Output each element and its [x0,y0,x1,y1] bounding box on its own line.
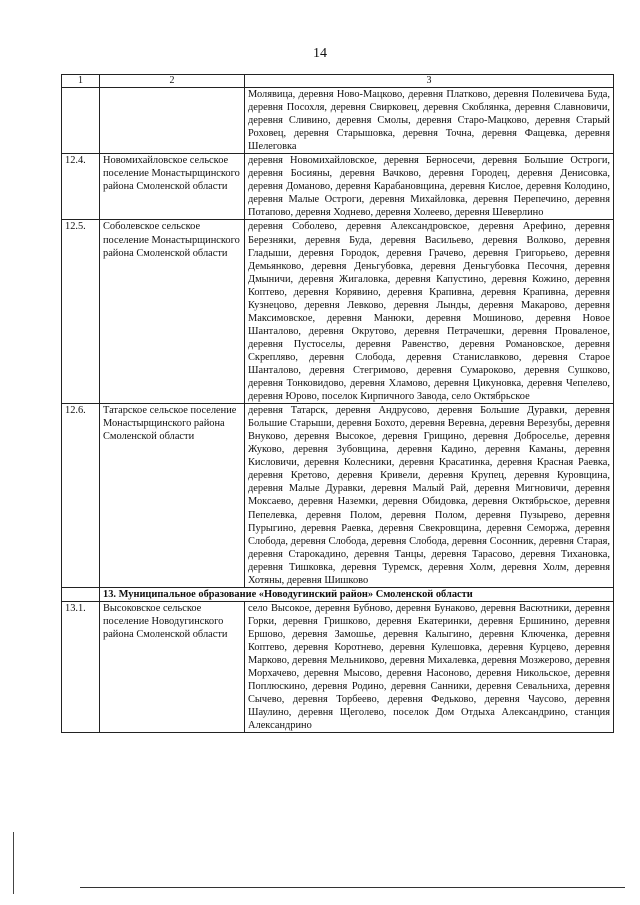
settlement-name: Татарское сельское поселение Монастырщинского района Смоленской области [100,404,245,588]
table-header-row [62,75,614,88]
settlement-name: Новомихайловское сельское поселение Монастырщинского района Смоленской области [100,154,245,220]
settlement-name [100,88,245,154]
column-header-1: 1 [62,75,100,88]
column-header-2: 2 [100,75,245,88]
settlements-table [61,74,614,733]
row-number: 12.6. [62,404,100,588]
page-number: 14 [313,46,327,61]
settlement-name: Высоковское сельское поселение Новодугинского района Смоленской области [100,601,245,732]
section-heading-spacer [62,587,100,601]
table-row [62,404,614,588]
table-row [62,220,614,404]
village-list: деревня Новомихайловское, деревня Берносечи, деревня Большие Остроги, деревня Босияны, деревня Вачково, деревня Городец, деревня Денисовка, деревня Доманово, деревня Карабановщина, деревня Кислое, деревня Колодино, деревня Малые Остроги, деревня Михайловка, деревня Перепечино, деревня Потапово, деревня Ходнево, деревня Холеево, деревня Шеверлино [245,154,614,220]
table-row [62,601,614,732]
section-heading: 13. Муниципальное образование «Новодугинский район» Смоленской области [100,587,614,601]
village-list: Молявица, деревня Ново-Мацково, деревня Платково, деревня Полевичева Буда, деревня Посохля, деревня Свирковец, деревня Скоблянка, деревня Славновичи, деревня Сливино, деревня Смолы, деревня Старо-Мацково, деревня Старый Роховец, деревня Старышовка, деревня Точна, деревня Фащевка, деревня Шелеговка [245,88,614,154]
village-list: деревня Татарск, деревня Андрусово, деревня Большие Дуравки, деревня Большие Старыши, деревня Бохото, деревня Веревна, деревня Верезубы, деревня Внуково, деревня Высокое, деревня Грищино, деревня Доброселье, деревня Жуково, деревня Зубовщина, деревня Кадино, деревня Каманы, деревня Кисловичи, деревня Колесники, деревня Красатинка, деревня Красная Раевка, деревня Кретово, деревня Кривели, деревня Крупец, деревня Куровщина, деревня Малые Дуравки, деревня Малый Рай, деревня Мигновичи, деревня Моксаево, деревня Наземки, деревня Обидовка, деревня Октябрьское, деревня Пепелевка, деревня Полом, деревня Полом, деревня Пузырево, деревня Пурыгино, деревня Раевка, деревня Свекровщина, деревня Семоржа, деревня Слобода, деревня Слобода, деревня Слобода, деревня Сосонник, деревня Старая, деревня Старокадино, деревня Танцы, деревня Тарасово, деревня Тихановка, деревня Тишковка, деревня Туремск, деревня Холм, деревня Холм, деревня Хотяны, деревня Шишково [245,404,614,588]
column-header-3: 3 [245,75,614,88]
margin-mark [13,832,14,894]
village-list: деревня Соболево, деревня Александровское, деревня Арефино, деревня Березняки, деревня Буда, деревня Васильево, деревня Волково, деревня Гладыши, деревня Городок, деревня Грачево, деревня Григорьево, деревня Демьянково, деревня Деньгубовка, деревня Деньгубовка Песочня, деревня Дмыничи, деревня Жигаловка, деревня Капустино, деревня Кожино, деревня Коптево, деревня Корявино, деревня Крапивна, деревня Крапивна, деревня Кузнецово, деревня Левково, деревня Лынды, деревня Макарово, деревня Максимовское, деревня Манюки, деревня Мошиново, деревня Новое Шанталово, деревня Окрутово, деревня Петрачешки, деревня Проваленое, деревня Пустоселы, деревня Равенство, деревня Романовское, деревня Скрепляво, деревня Слобода, деревня Станиславково, деревня Старое Шанталово, деревня Стегримово, деревня Сумароково, деревня Сушково, деревня Тонковидово, деревня Хламово, деревня Цикуновка, деревня Чепелево, деревня Юрово, поселок Кирпичного Завода, село Октябрьское [245,220,614,404]
bottom-rule [80,887,625,888]
section-heading-row [62,587,614,601]
table-row [62,154,614,220]
row-number [62,88,100,154]
table-row [62,88,614,154]
row-number: 12.4. [62,154,100,220]
row-number: 12.5. [62,220,100,404]
settlement-name: Соболевское сельское поселение Монастырщинского района Смоленской области [100,220,245,404]
row-number: 13.1. [62,601,100,732]
village-list: село Высокое, деревня Бубново, деревня Бунаково, деревня Васютники, деревня Горки, деревня Гришково, деревня Екатеринки, деревня Ершинино, деревня Ершово, деревня Замошье, деревня Калыгино, деревня Ключенка, деревня Коптево, деревня Коротнево, деревня Кулешовка, деревня Курцево, деревня Марково, деревня Мельниково, деревня Михалевка, деревня Мозжерово, деревня Морхачево, деревня Мысово, деревня Насоново, деревня Никольское, деревня Поплюскино, деревня Родино, деревня Санники, деревня Севальниха, деревня Сычево, деревня Торбеево, деревня Федьково, деревня Чаусово, деревня Шаулино, деревня Щеголево, поселок Дом Отдыха Александрино, станция Александрино [245,601,614,732]
